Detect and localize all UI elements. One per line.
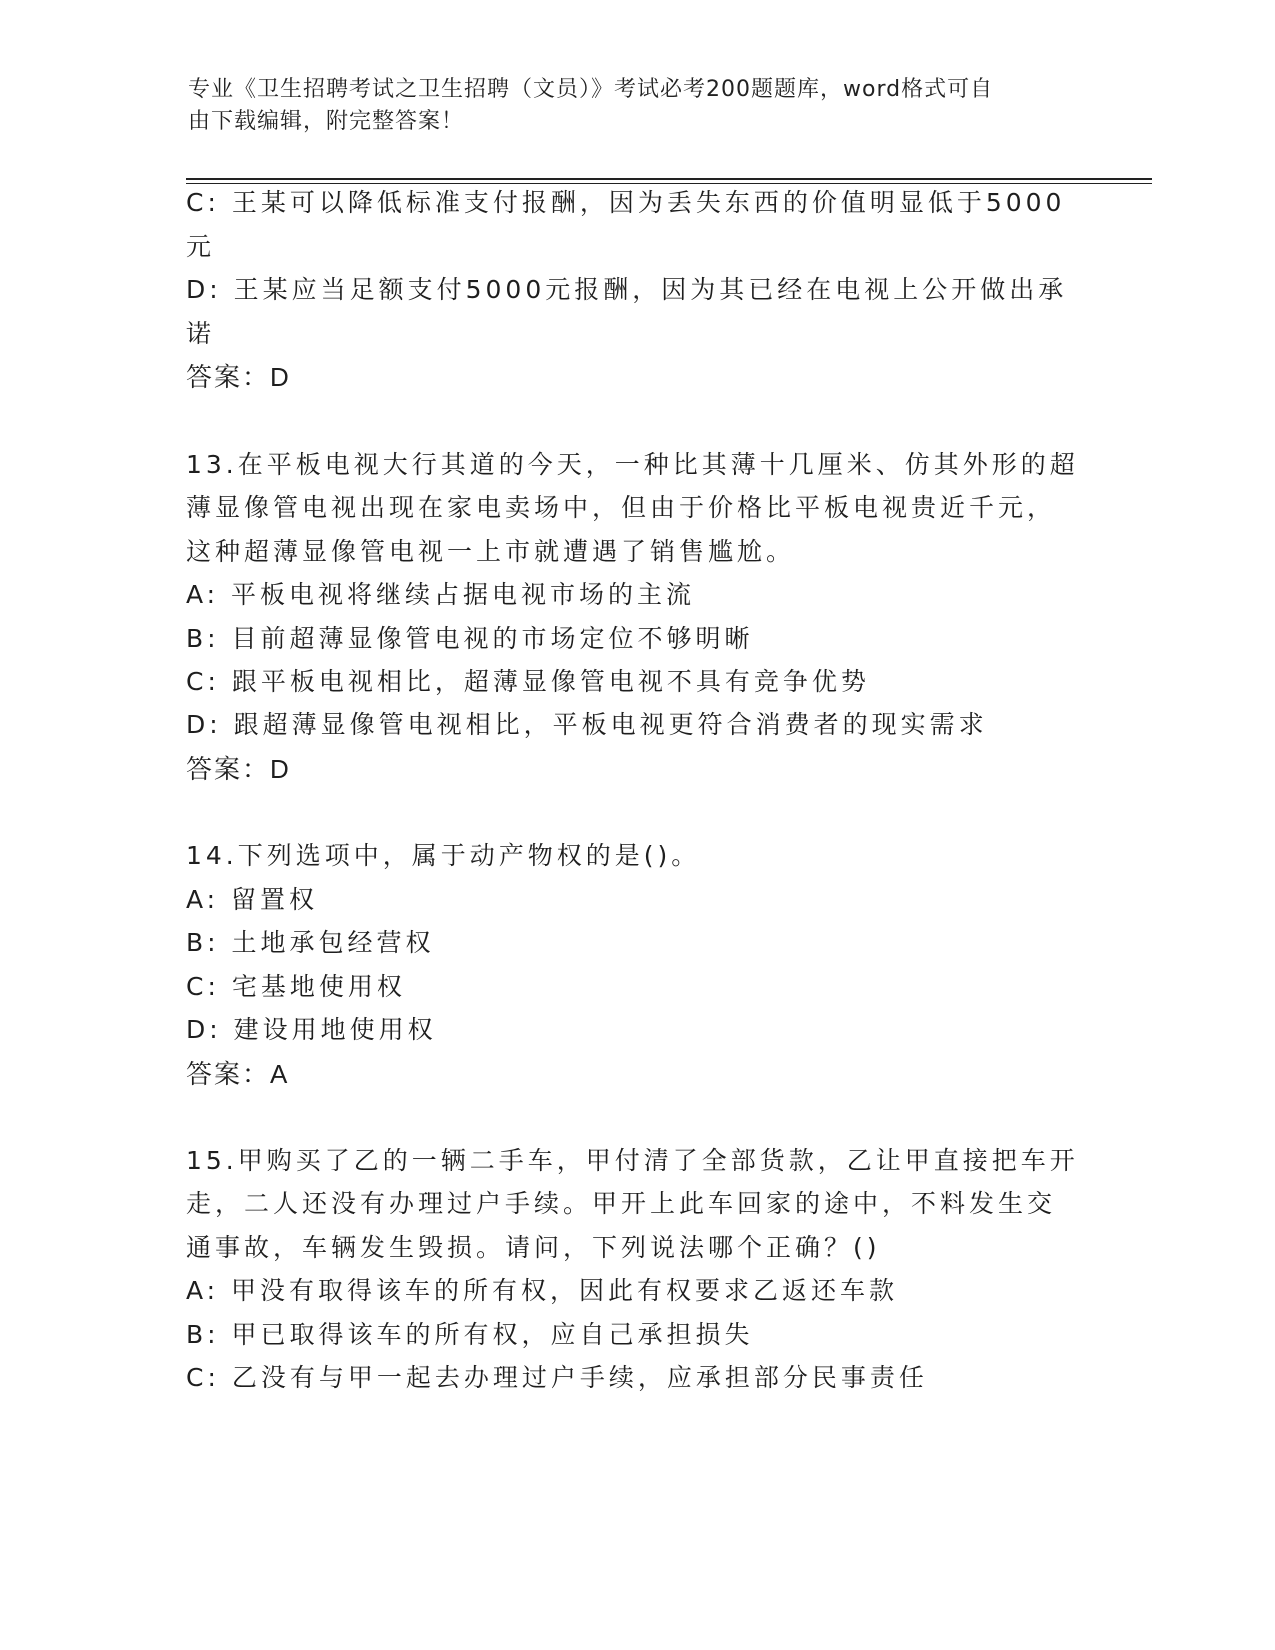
q13-option-b: B: 目前超薄显像管电视的市场定位不够明晰	[186, 624, 754, 653]
q15-stem-line-1: 15.甲购买了乙的一辆二手车，甲付清了全部货款，乙让甲直接把车开	[186, 1146, 1079, 1175]
q12-option-d-line-1: D: 王某应当足额支付5000元报酬，因为其已经在电视上公开做出承	[186, 275, 1068, 304]
q15-stem-line-2: 走，二人还没有办理过户手续。甲开上此车回家的途中，不料发生交	[186, 1189, 1057, 1218]
q14-option-d: D: 建设用地使用权	[186, 1015, 437, 1044]
q14-option-a: A: 留置权	[186, 885, 319, 914]
q15-option-b: B: 甲已取得该车的所有权，应自己承担损失	[186, 1320, 754, 1349]
q14-answer: 答案：A	[186, 1059, 290, 1089]
q14-option-c: C: 宅基地使用权	[186, 972, 406, 1001]
q14-stem: 14.下列选项中，属于动产物权的是()。	[186, 841, 701, 870]
document-header	[188, 74, 1068, 138]
q15-option-a: A: 甲没有取得该车的所有权，因此有权要求乙返还车款	[186, 1276, 899, 1305]
q12-answer: 答案：D	[186, 362, 291, 392]
q13-stem-line-2: 薄显像管电视出现在家电卖场中，但由于价格比平板电视贵近千元，	[186, 493, 1057, 522]
q13-option-a: A: 平板电视将继续占据电视市场的主流	[186, 580, 696, 609]
header-divider-thin	[186, 183, 1152, 184]
header-line-1: 专业《卫生招聘考试之卫生招聘（文员）》考试必考200题题库，word格式可自	[188, 77, 994, 102]
q13-answer: 答案：D	[186, 754, 291, 784]
q13-stem-line-3: 这种超薄显像管电视一上市就遭遇了销售尴尬。	[186, 537, 796, 566]
q12-option-d-line-2: 诺	[186, 319, 216, 348]
header-divider-thick	[186, 178, 1152, 180]
q13-option-d: D: 跟超薄显像管电视相比，平板电视更符合消费者的现实需求	[186, 710, 988, 739]
q13-option-c: C: 跟平板电视相比，超薄显像管电视不具有竞争优势	[186, 667, 870, 696]
q13-stem-line-1: 13.在平板电视大行其道的今天，一种比其薄十几厘米、仿其外形的超	[186, 450, 1079, 479]
q14-option-b: B: 土地承包经营权	[186, 928, 435, 957]
q15-stem-line-3: 通事故，车辆发生毁损。请问，下列说法哪个正确？()	[186, 1233, 881, 1262]
header-line-2: 由下载编辑，附完整答案！	[188, 109, 465, 134]
q15-option-c: C: 乙没有与甲一起去办理过户手续，应承担部分民事责任	[186, 1363, 928, 1392]
q12-option-c-line-1: C: 王某可以降低标准支付报酬，因为丢失东西的价值明显低于5000	[186, 188, 1066, 217]
q12-option-c-line-2: 元	[186, 232, 216, 261]
